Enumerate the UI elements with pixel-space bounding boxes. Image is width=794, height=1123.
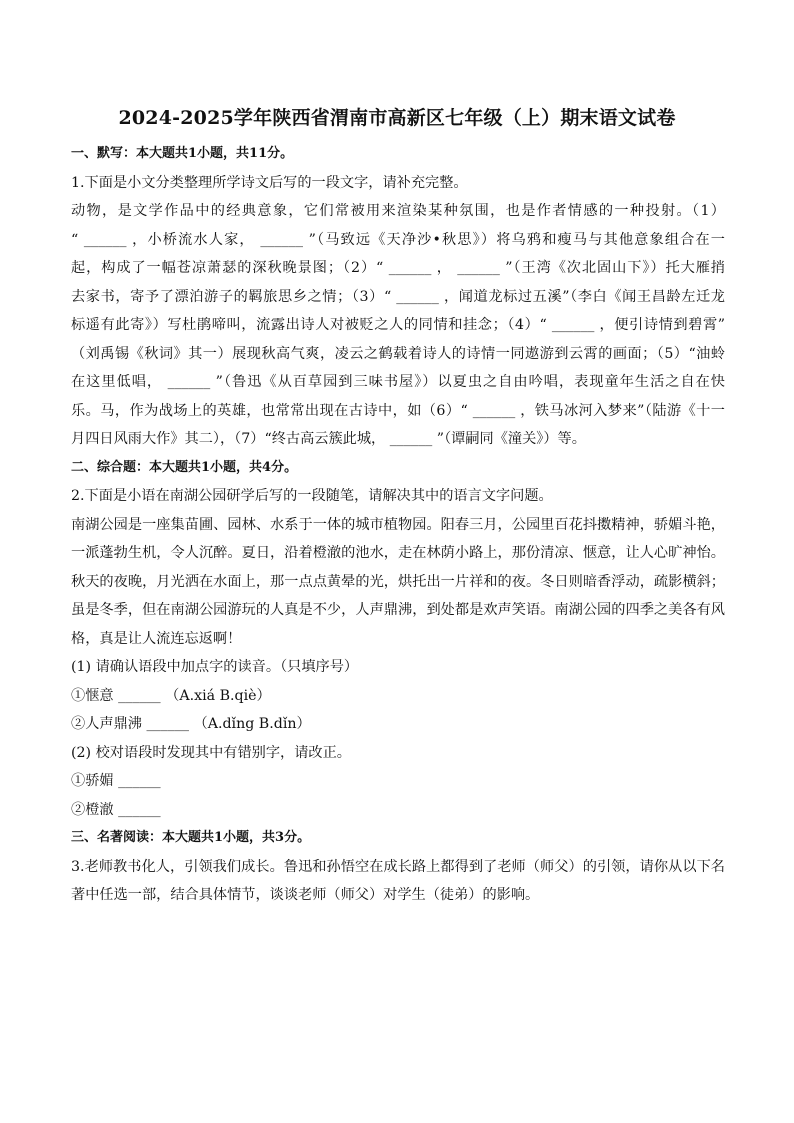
answer-item: ①骄媚 ______	[71, 773, 161, 789]
passage-line: 南湖公园是一座集苗圃、园林、水系于一体的城市植物园。阳春三月，公园里百花抖擞精神，骄媚斗艳，	[71, 516, 725, 533]
exam-title: 2024-2025学年陕西省渭南市高新区七年级（上）期末语文试卷	[118, 107, 676, 129]
passage-line: 乐。马，作为战场上的英雄，也常常出现在古诗中，如（6）“ ______ ，铁马冰河入梦来”（陆游《十一	[71, 402, 725, 419]
answer-item: ②人声鼎沸 ______ （A.dǐng B.dǐn）	[71, 716, 311, 732]
passage-line: 秋天的夜晚，月光洒在水面上，那一点点黄晕的光，烘托出一片祥和的夜。冬日则暗香浮动，疏影横斜；	[71, 573, 725, 590]
section-heading: 一、默写：本大题共1小题，共11分。	[71, 146, 294, 161]
question-1-prompt: 1.下面是小文分类整理所学诗文后写的一段文字，请补充完整。	[71, 174, 468, 191]
passage-line: 去家书，寄予了漂泊游子的羁旅思乡之情；（3）“ ______ ，闻道龙标过五溪”（李白《闻王昌龄左迁龙	[71, 288, 725, 305]
section-1	[71, 140, 725, 910]
passage-line: 格，真是让人流连忘返啊！	[71, 630, 242, 647]
subquestion-1: (1) 请确认语段中加点字的读音。（只填序号）	[71, 659, 359, 675]
question-3-line: 3.老师教书化人，引领我们成长。鲁迅和孙悟空在成长路上都得到了老师（师父）的引领，请你从以下名	[71, 858, 725, 875]
passage-line: 动物，是文学作品中的经典意象，它们常被用来渲染某种氛围，也是作者情感的一种投射。（1）	[71, 203, 725, 219]
passage-line: 标遥有此寄》）写杜鹃啼叫，流露出诗人对被贬之人的同情和挂念；（4）“ ______ ，便引诗情到碧霄”	[71, 317, 725, 333]
passage-line: 月四日风雨大作》其二），（7）“终古高云簇此城， ______ ”（谭嗣同《潼关》）等。	[71, 431, 586, 447]
answer-item: ②橙澈 ______	[71, 801, 161, 818]
passage-line: 起，构成了一幅苍凉萧瑟的深秋晚景图；（2）“ ______ ， ______ ”（王湾《次北固山下》）托大雁捎	[71, 260, 725, 276]
answer-item: ①惬意 ______ （A.xiá B.qiè）	[71, 687, 271, 704]
subquestion-2: (2) 校对语段时发现其中有错别字，请改正。	[71, 744, 351, 761]
question-2-passage	[71, 511, 725, 654]
section-heading: 二、综合题：本大题共1小题，共4分。	[71, 459, 298, 475]
passage-line: 一派蓬勃生机，令人沉醉。夏日，沿着橙澈的池水，走在林荫小路上，那份清凉、惬意，让人心旷神怡。	[71, 545, 725, 561]
passage-line: （刘禹锡《秋词》其一）展现秋高气爽，凌云之鹤载着诗人的诗情一同遨游到云霄的画面；（5）“油蛉	[71, 345, 725, 362]
question-1-passage	[71, 197, 725, 454]
passage-line: 在这里低唱， ______ ”（鲁迅《从百草园到三味书屋》）以夏虫之自由吟唱，表现童年生活之自在快	[71, 374, 725, 390]
section-heading: 三、名著阅读：本大题共1小题，共3分。	[71, 830, 311, 845]
question-3-line: 著中任选一部，结合具体情节，谈谈老师（师父）对学生（徒弟）的影响。	[71, 887, 540, 903]
question-2-prompt: 2.下面是小语在南湖公园研学后写的一段随笔，请解决其中的语言文字问题。	[71, 488, 553, 504]
passage-line: 虽是冬季，但在南湖公园游玩的人真是不少，人声鼎沸，到处都是欢声笑语。南湖公园的四季之美各有风	[71, 602, 725, 618]
passage-line: “ ______ ，小桥流水人家， ______ ”（马致远《天净沙•秋思》）将乌鸦和瘦马与其他意象组合在一	[71, 231, 725, 248]
